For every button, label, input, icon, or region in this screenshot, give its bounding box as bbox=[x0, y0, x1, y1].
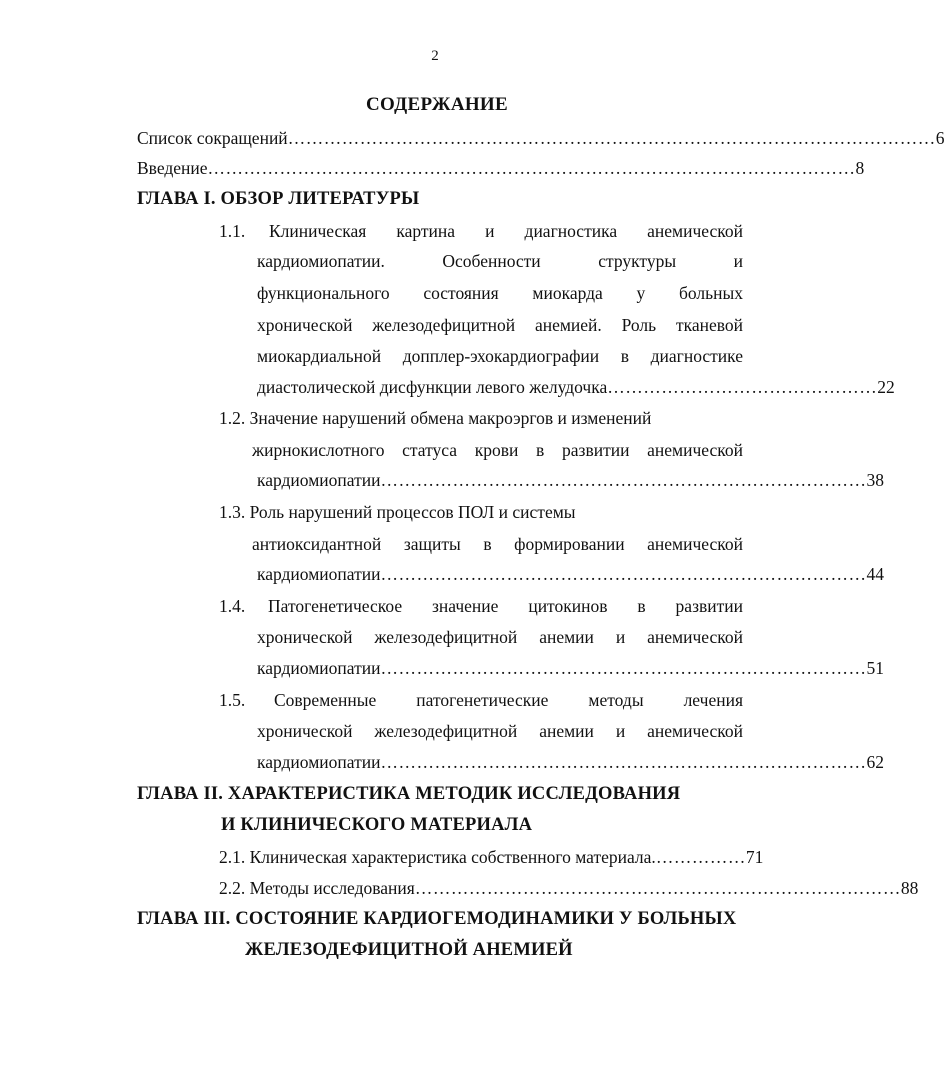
toc-entry-1-5-line[interactable]: Современные патогенетические методы лечения bbox=[274, 690, 743, 710]
toc-entry-1-2-last[interactable] bbox=[257, 465, 884, 496]
toc-entry-1-4-line[interactable]: хронической железодефицитной анемии и анемической bbox=[257, 627, 743, 647]
toc-entry-label: кардиомиопатии bbox=[257, 752, 381, 772]
toc-entry-1-1-last[interactable] bbox=[257, 372, 895, 403]
toc-entry-1-5-last[interactable] bbox=[257, 747, 884, 778]
toc-entry-page: 22 bbox=[877, 377, 895, 397]
toc-entry-1-5-line[interactable]: хронической железодефицитной анемии и анемической bbox=[257, 721, 743, 741]
toc-entry-1-1-number: 1.1. bbox=[219, 221, 246, 241]
toc-heading: СОДЕРЖАНИЕ bbox=[366, 94, 508, 115]
toc-entry-page: 38 bbox=[866, 470, 884, 490]
toc-entry-1-3-last[interactable] bbox=[257, 559, 884, 590]
chapter-3-title[interactable]: ГЛАВА III. СОСТОЯНИЕ КАРДИОГЕМОДИНАМИКИ У БОЛЬНЫХ bbox=[137, 909, 737, 929]
leader-dots: ……………………………………… bbox=[607, 377, 878, 397]
leader-dots: ……………………………………………………………………………………………… bbox=[287, 128, 936, 148]
toc-entry-1-1-line[interactable]: Клиническая картина и диагностика анемической bbox=[269, 221, 743, 241]
toc-entry-label: кардиомиопатии bbox=[257, 470, 381, 490]
toc-entry-1-4-last[interactable] bbox=[257, 653, 884, 684]
leader-dots: ……………………………………………………………………… bbox=[414, 878, 901, 898]
leader-dots: ……………………………………………………………………………………………… bbox=[207, 158, 856, 178]
toc-entry-abbreviations[interactable] bbox=[137, 123, 944, 154]
toc-entry-1-1-line[interactable]: хронической железодефицитной анемией. Роль тканевой bbox=[257, 315, 743, 335]
toc-entry-page: 88 bbox=[900, 878, 919, 898]
toc-entry-label: 2.2. Методы исследования bbox=[219, 878, 415, 898]
toc-entry-1-1-line[interactable]: функционального состояния миокарда у больных bbox=[257, 283, 743, 303]
page-number: 2 bbox=[431, 48, 439, 64]
leader-dots: …………… bbox=[655, 847, 746, 867]
toc-entry-1-2-line[interactable]: 1.2. Значение нарушений обмена макроэргов и изменений bbox=[219, 408, 652, 428]
toc-entry-page: 62 bbox=[866, 752, 884, 772]
chapter-1-title[interactable]: ГЛАВА I. ОБЗОР ЛИТЕРАТУРЫ bbox=[137, 189, 420, 209]
toc-entry-1-4-number: 1.4. bbox=[219, 596, 246, 616]
toc-entry-1-3-line[interactable]: 1.3. Роль нарушений процессов ПОЛ и системы bbox=[219, 502, 576, 522]
toc-entry-page: 71 bbox=[745, 847, 764, 867]
toc-entry-1-2-line[interactable]: жирнокислотного статуса крови в развитии анемической bbox=[252, 440, 743, 460]
leader-dots: ……………………………………………………………………… bbox=[380, 658, 867, 678]
toc-entry-label: диастолической дисфункции левого желудочка bbox=[257, 377, 608, 397]
toc-entry-label: кардиомиопатии bbox=[257, 658, 381, 678]
chapter-2-title-line2[interactable]: И КЛИНИЧЕСКОГО МАТЕРИАЛА bbox=[221, 815, 533, 835]
toc-entry-1-3-line[interactable]: антиоксидантной защиты в формировании анемической bbox=[252, 534, 743, 554]
toc-entry-page: 51 bbox=[866, 658, 884, 678]
toc-entry-label: Список сокращений bbox=[137, 128, 288, 148]
toc-entry-label: 2.1. Клиническая характеристика собственного материала. bbox=[219, 847, 656, 867]
toc-entry-1-4-line[interactable]: Патогенетическое значение цитокинов в развитии bbox=[268, 596, 743, 616]
toc-entry-page: 44 bbox=[866, 564, 884, 584]
chapter-3-title-line2[interactable]: ЖЕЛЕЗОДЕФИЦИТНОЙ АНЕМИЕЙ bbox=[245, 940, 573, 960]
toc-entry-1-1-line[interactable]: кардиомиопатии. Особенности структуры и bbox=[257, 251, 743, 271]
toc-entry-label: кардиомиопатии bbox=[257, 564, 381, 584]
leader-dots: ……………………………………………………………………… bbox=[380, 752, 867, 772]
toc-entry-introduction[interactable] bbox=[137, 153, 865, 184]
toc-entry-page: 6 bbox=[935, 128, 944, 148]
toc-entry-1-1-line[interactable]: миокардиальной допплер-эхокардиографии в диагностике bbox=[257, 346, 743, 366]
toc-entry-2-2[interactable] bbox=[219, 873, 919, 904]
toc-entry-1-5-number: 1.5. bbox=[219, 690, 246, 710]
toc-entry-label: Введение bbox=[137, 158, 208, 178]
toc-entry-2-1[interactable] bbox=[219, 842, 764, 873]
toc-entry-page: 8 bbox=[855, 158, 865, 178]
chapter-2-title[interactable]: ГЛАВА II. ХАРАКТЕРИСТИКА МЕТОДИК ИССЛЕДОВАНИЯ bbox=[137, 784, 681, 804]
leader-dots: ……………………………………………………………………… bbox=[380, 564, 867, 584]
leader-dots: ……………………………………………………………………… bbox=[380, 470, 867, 490]
